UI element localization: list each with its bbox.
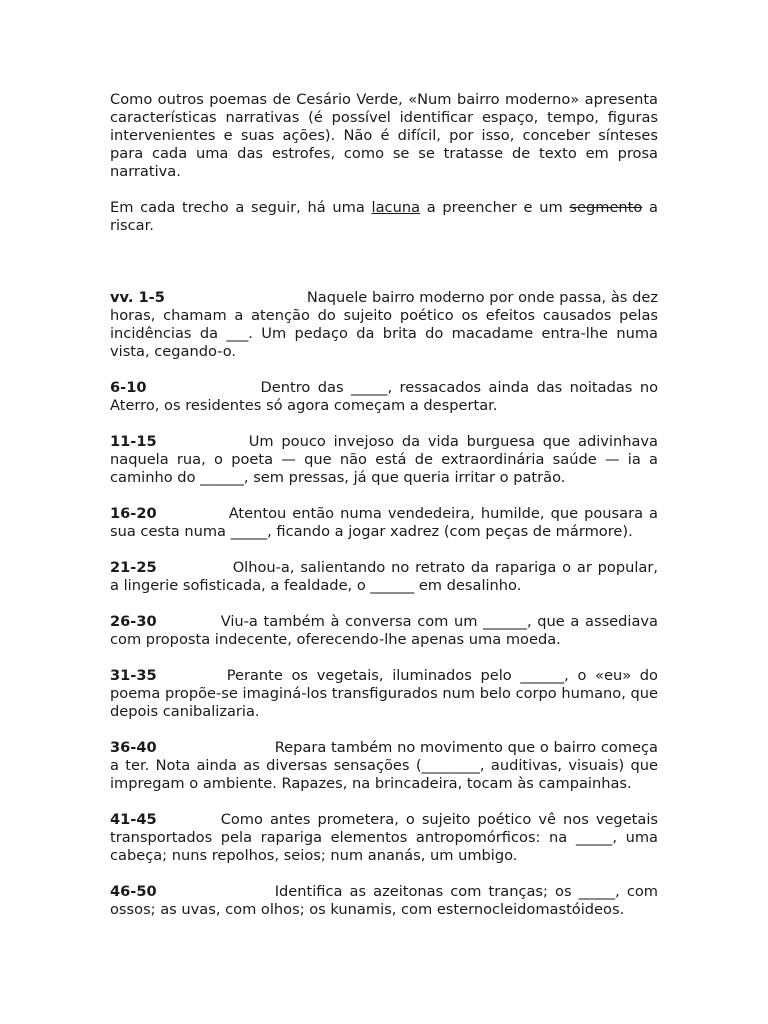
verse-entry	[110, 433, 658, 487]
verse-summary: Naquele bairro moderno por onde passa, às dez horas, chamam a atenção do sujeito poético os efeitos causados pelas incidências da ___. Um pedaço da brita do macadame entra-lhe numa vista, cegando-o.	[110, 289, 658, 360]
instruction-text-c: a riscar.	[110, 199, 659, 234]
verse-summary: Um pouco invejoso da vida burguesa que adivinhava naquela rua, o poeta — que não está de extraordinária saúde — ia a caminho do ______, sem pressas, já que queria irritar o patrão.	[110, 433, 658, 486]
verse-range: 31-35	[110, 667, 157, 684]
intro-paragraph: Como outros poemas de Cesário Verde, «Num bairro moderno» apresenta características narrativas (é possível identificar espaço, tempo, figuras intervenientes e suas ações). Não é difícil, por isso, conceber sínteses para cada uma das estrofes, como se se tratasse de texto em prosa narrativa.	[110, 91, 658, 180]
verse-entry	[110, 883, 658, 919]
verse-range: 21-25	[110, 559, 157, 576]
verse-range: vv. 1-5	[110, 289, 165, 306]
verse-summary: Perante os vegetais, iluminados pelo ______, o «eu» do poema propõe-se imaginá-los transfigurados num belo corpo humano, que depois canibalizaria.	[110, 667, 658, 720]
verse-entry	[110, 289, 658, 361]
instruction-text-a: Em cada trecho a seguir, há uma	[110, 199, 372, 216]
verse-range: 46-50	[110, 883, 157, 900]
segmento-word: segmento	[569, 199, 643, 216]
verse-range: 41-45	[110, 811, 157, 828]
verse-summary: Olhou-a, salientando no retrato da rapariga o ar popular, a lingerie sofisticada, a fealdade, o ______ em desalinho.	[110, 559, 658, 594]
verse-range: 36-40	[110, 739, 157, 756]
verse-entry	[110, 667, 658, 721]
instruction-paragraph	[110, 199, 658, 235]
document-body	[110, 91, 658, 937]
verse-entry	[110, 739, 658, 793]
verse-range: 6-10	[110, 379, 147, 396]
verse-range: 26-30	[110, 613, 157, 630]
verse-summary: Atentou então numa vendedeira, humilde, que pousara a sua cesta numa _____, ficando a jogar xadrez (com peças de mármore).	[110, 505, 658, 540]
verse-summary: Repara também no movimento que o bairro começa a ter. Nota ainda as diversas sensações (________, auditivas, visuais) que impregam o ambiente. Rapazes, na brincadeira, tocam às campainhas.	[110, 739, 658, 792]
verse-entry	[110, 811, 658, 865]
verse-summary: Dentro das _____, ressacados ainda das noitadas no Aterro, os residentes só agora começam a despertar.	[110, 379, 658, 414]
verse-entry	[110, 505, 658, 541]
lacuna-word: lacuna	[371, 199, 421, 216]
verse-entry	[110, 559, 658, 595]
verse-entry	[110, 613, 658, 649]
verse-range: 11-15	[110, 433, 157, 450]
verse-summary: Como antes prometera, o sujeito poético vê nos vegetais transportados pela rapariga elementos antropomórficos: na _____, uma cabeça; nuns repolhos, seios; num ananás, um umbigo.	[110, 811, 658, 864]
verse-entry	[110, 379, 658, 415]
instruction-text-b: a preencher e um	[420, 199, 570, 216]
verse-range: 16-20	[110, 505, 157, 522]
verse-summary: Viu-a também à conversa com um ______, que a assediava com proposta indecente, oferecendo-lhe apenas uma moeda.	[110, 613, 658, 648]
verse-summary: Identifica as azeitonas com tranças; os _____, com ossos; as uvas, com olhos; os kunamis, com esternocleidomastóideos.	[110, 883, 658, 918]
